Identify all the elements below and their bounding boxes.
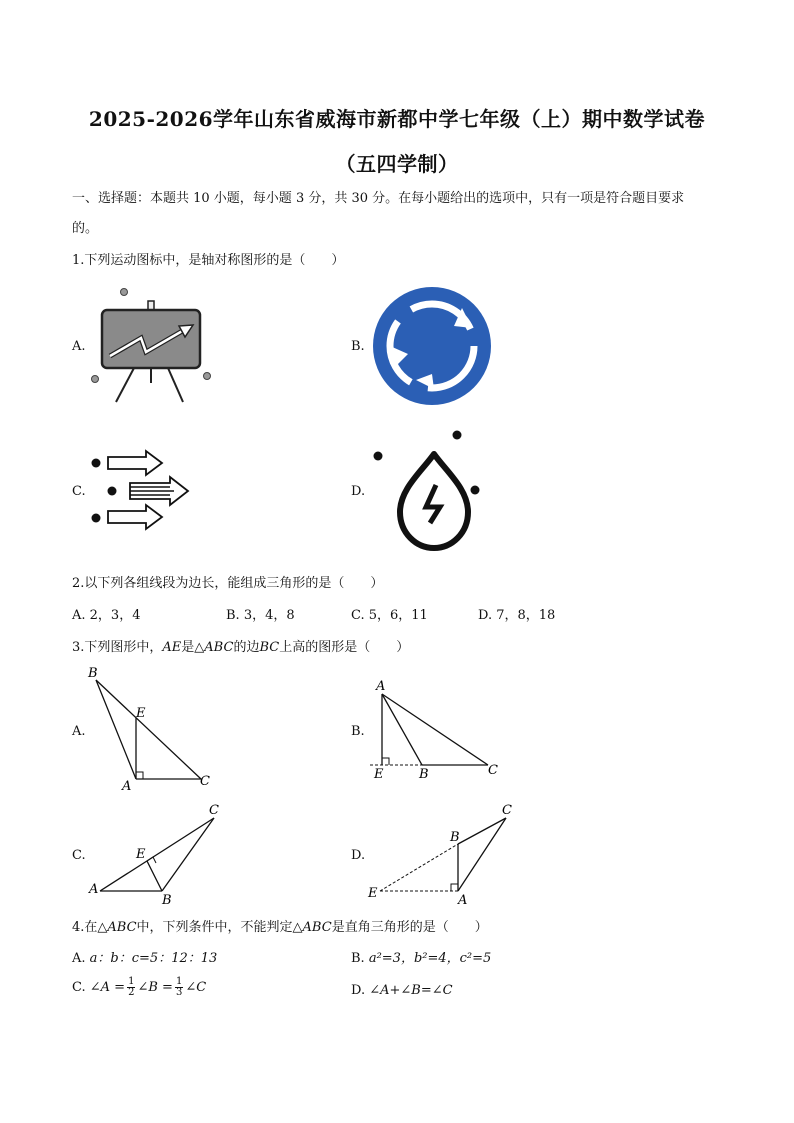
q1-option-b-label: B. — [351, 339, 365, 354]
q4-frac2-den: 3 — [175, 987, 183, 998]
exam-title-line2: （五四学制） — [335, 152, 459, 176]
q1-option-c-label: C. — [72, 484, 86, 499]
q3a-point-c: C — [200, 774, 210, 789]
q3b-point-c: C — [488, 763, 498, 778]
q1-option-a-label: A. — [72, 339, 86, 354]
q1-option-b-roundabout-icon[interactable] — [370, 286, 494, 406]
q3-stem-post: 上高的图形是（ ） — [279, 640, 410, 655]
q3-stem-mid1: 是△ — [181, 640, 205, 655]
q4-stem — [72, 916, 488, 935]
q4-stem-mid: 中，下列条件中，不能判定△ — [136, 920, 303, 935]
q4-stem-abc1: ABC — [107, 920, 137, 935]
q3-option-d-label: D. — [351, 848, 366, 863]
q4-option-b[interactable] — [351, 947, 491, 966]
q3-option-c-triangle-figure[interactable] — [86, 800, 226, 908]
q3a-point-e: E — [136, 706, 146, 721]
q2-stem: 2.以下列各组线段为边长，能组成三角形的是（ ） — [72, 576, 384, 591]
q2-option-a[interactable]: A. 2，3，4 — [72, 608, 141, 623]
q3d-point-a: A — [458, 893, 468, 908]
q3b-point-b: B — [419, 767, 429, 782]
q3-stem-pre: 3.下列图形中， — [72, 640, 163, 655]
q4-option-b-text: a²=3，b²=4，c²=5 — [368, 951, 492, 966]
q3-stem-abc: ABC — [204, 640, 234, 655]
q4-frac1-den: 2 — [128, 987, 135, 998]
q3a-point-b: B — [88, 666, 98, 681]
q4-frac1-num: 1 — [128, 976, 135, 987]
q1-stem: 1.下列运动图标中，是轴对称图形的是（ ） — [72, 253, 345, 268]
q4-option-b-label: B. — [351, 951, 365, 966]
q4-option-c-angle-b: ∠B = — [137, 980, 173, 995]
q4-stem-abc2: ABC — [302, 920, 332, 935]
q1-option-c-arrows-icon[interactable] — [86, 445, 196, 535]
q3c-point-e: E — [136, 847, 146, 862]
q4-option-a-label: A. — [72, 951, 86, 966]
q3d-point-c: C — [502, 803, 512, 818]
q1-option-a-presentation-board-icon[interactable] — [86, 286, 216, 406]
q3-stem-bc: BC — [259, 640, 280, 655]
q4-option-d-label: D. — [351, 983, 366, 998]
section1-intro-line2: 的。 — [72, 221, 99, 236]
q3-stem-ae: AE — [162, 640, 182, 655]
q3-option-a-label: A. — [72, 724, 86, 739]
q1-option-d-energy-drop-icon[interactable] — [368, 425, 492, 555]
q3c-point-a: A — [89, 882, 99, 897]
q3a-point-a: A — [122, 779, 132, 794]
q3-stem-mid2: 的边 — [233, 640, 260, 655]
q4-option-c-angle-a: ∠A = — [89, 980, 126, 995]
q4-stem-post: 是直角三角形的是（ ） — [331, 920, 488, 935]
q4-option-d[interactable] — [351, 983, 453, 998]
q4-frac2-num: 1 — [175, 976, 183, 987]
q3-option-d-triangle-figure[interactable] — [364, 800, 524, 910]
q3-option-a-triangle-figure[interactable] — [84, 662, 224, 797]
q3-stem — [72, 636, 409, 655]
q4-stem-pre: 4.在△ — [72, 920, 108, 935]
q3c-point-b: B — [162, 893, 172, 908]
q3-option-c-label: C. — [72, 848, 86, 863]
q2-option-b[interactable]: B. 3，4，8 — [226, 608, 295, 623]
section1-intro-line1: 一、选择题：本题共 10 小题，每小题 3 分，共 30 分。在每小题给出的选项中，只有一项是符合题目要求 — [72, 191, 685, 206]
q3c-point-c: C — [209, 803, 219, 818]
q4-option-d-text: ∠A+∠B=∠C — [369, 983, 453, 998]
exam-title-line1: 2025-2026学年山东省威海市新都中学七年级（上）期中数学试卷 — [88, 107, 706, 131]
q3d-point-b: B — [450, 830, 460, 845]
q2-option-c[interactable]: C. 5，6，11 — [351, 608, 428, 623]
q4-option-c-fraction-third — [175, 977, 183, 998]
q4-option-c-label: C. — [72, 980, 86, 995]
q4-option-c-angle-c: ∠C — [185, 980, 207, 995]
q3-option-b-label: B. — [351, 724, 365, 739]
q4-option-a[interactable] — [72, 947, 217, 966]
q4-option-c[interactable] — [72, 977, 206, 998]
q1-option-d-label: D. — [351, 484, 366, 499]
q4-option-a-text: a：b：c=5：12：13 — [89, 951, 218, 966]
q4-option-c-fraction-half — [127, 977, 135, 998]
q3b-point-e: E — [374, 767, 384, 782]
q2-option-d[interactable]: D. 7，8，18 — [478, 608, 556, 623]
q3b-point-a: A — [376, 679, 386, 694]
q3-option-b-triangle-figure[interactable] — [366, 676, 506, 786]
q3d-point-e: E — [368, 886, 378, 901]
